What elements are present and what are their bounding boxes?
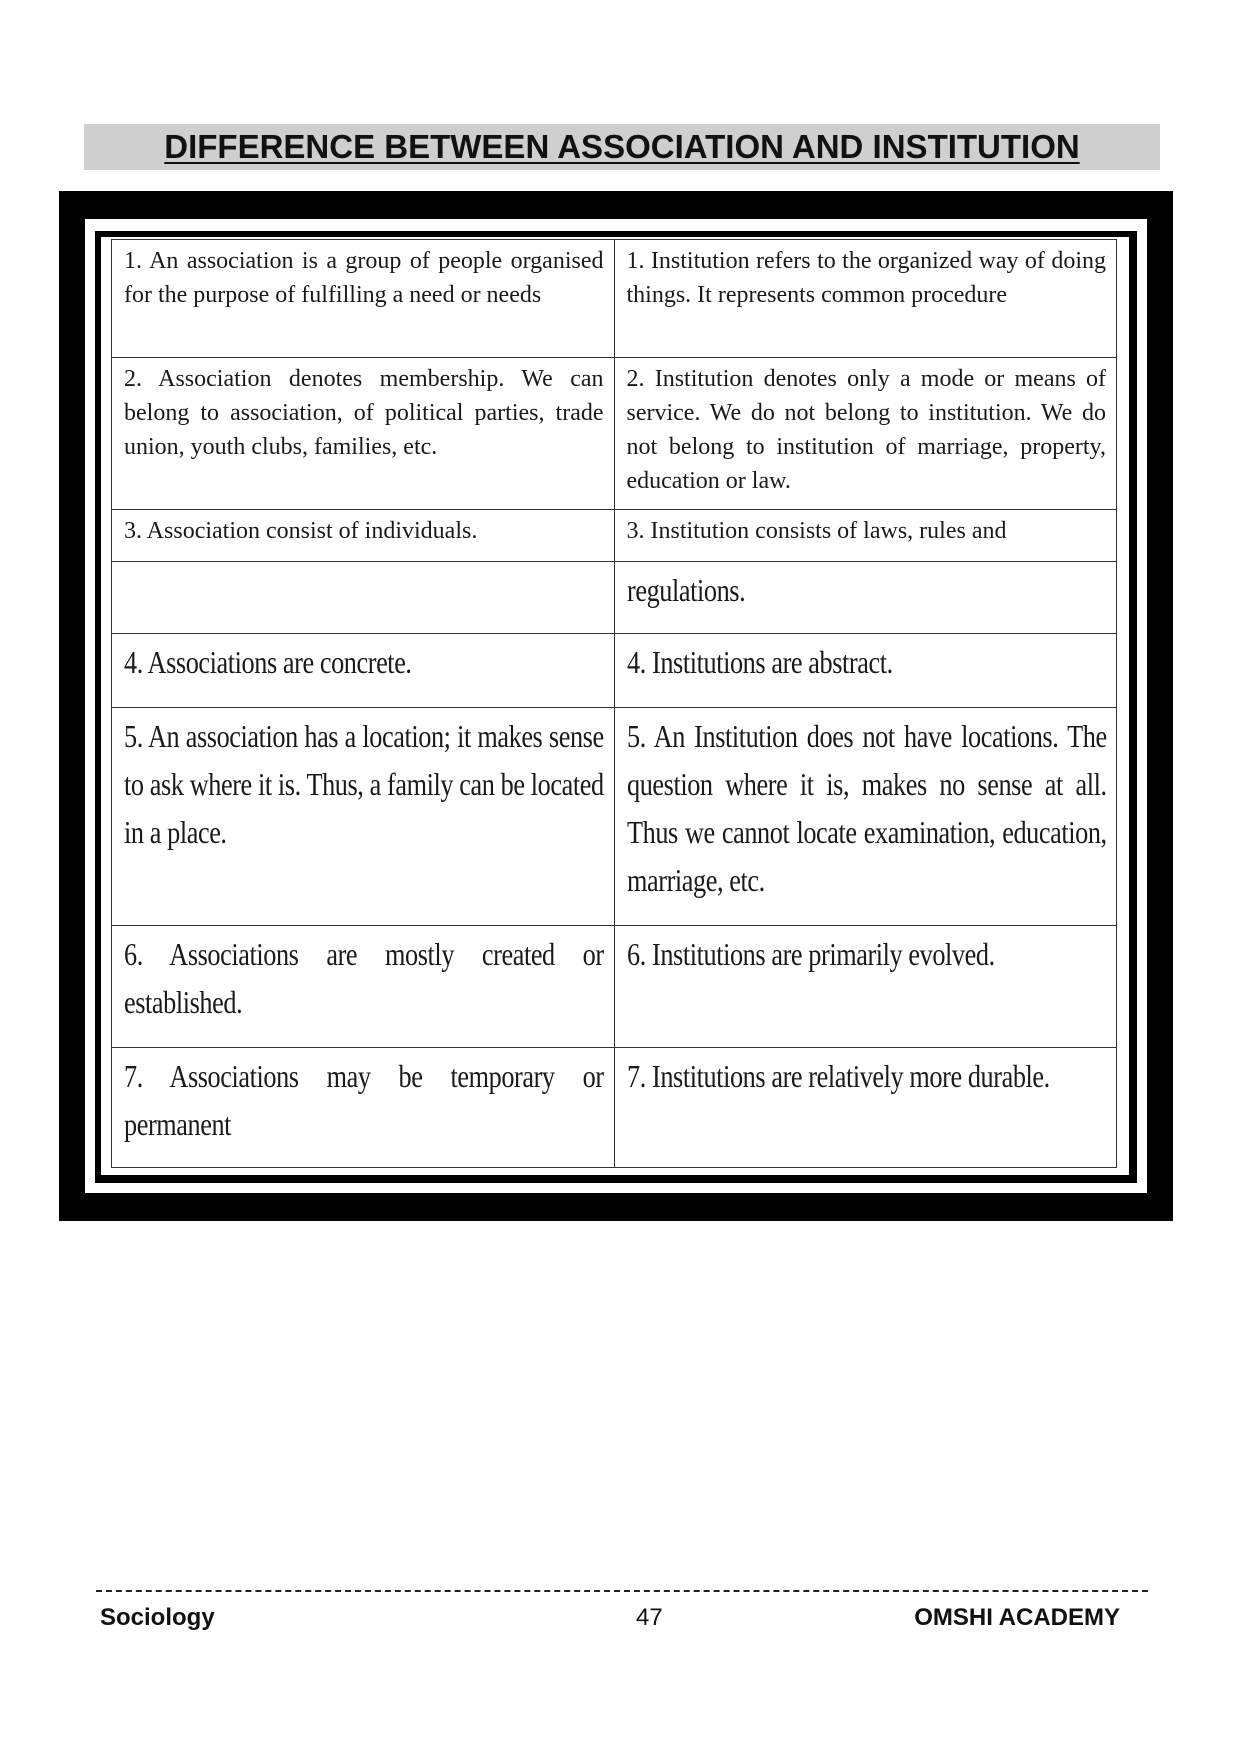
table-frame (59, 191, 1173, 1221)
institution-text: 6. Institutions are primarily evolved. (626, 936, 995, 972)
institution-cell (614, 562, 1117, 634)
table-row (112, 240, 1117, 358)
table-container (101, 237, 1129, 1175)
association-cell: 1. An association is a group of people organised for the purpose of fulfilling a need or needs (112, 240, 615, 358)
association-cell (112, 634, 615, 708)
association-text: 5. An association has a location; it makes sense to ask where it is. Thus, a family can be located in a place. (124, 718, 604, 850)
institution-cell: 1. Institution refers to the organized way of doing things. It represents common procedure (614, 240, 1117, 358)
association-cell (112, 708, 615, 926)
table-row (112, 562, 1117, 634)
association-text: 6. Associations are mostly created or established. (124, 936, 604, 1020)
association-cell: 3. Association consist of individuals. (112, 510, 615, 562)
institution-cell (614, 926, 1117, 1048)
table-row (112, 708, 1117, 926)
association-cell (112, 1048, 615, 1168)
institution-text: 5. An Institution does not have locations. The question where it is, makes no sense at all. Thus we cannot locate examination, education, marriage, etc. (626, 718, 1107, 898)
table-row (112, 510, 1117, 562)
table-row (112, 1048, 1117, 1168)
institution-cell: 2. Institution denotes only a mode or means of service. We do not belong to institution. We do not belong to institution of marriage, property, education or law. (614, 358, 1117, 510)
frame-inner-border (95, 231, 1137, 1183)
institution-text: 4. Institutions are abstract. (626, 644, 893, 680)
institution-cell (614, 1048, 1117, 1168)
table-row (112, 634, 1117, 708)
association-cell: 2. Association denotes membership. We can belong to association, of political parties, trade union, youth clubs, families, etc. (112, 358, 615, 510)
association-cell (112, 562, 615, 634)
table-row (112, 358, 1117, 510)
title-banner (84, 124, 1160, 170)
institution-cell: 3. Institution consists of laws, rules and (614, 510, 1117, 562)
association-text: 4. Associations are concrete. (124, 644, 412, 680)
association-cell (112, 926, 615, 1048)
association-text: 7. Associations may be temporary or permanent (124, 1058, 604, 1142)
footer-divider (96, 1590, 1148, 1592)
page-title: DIFFERENCE BETWEEN ASSOCIATION AND INSTITUTION (164, 128, 1080, 165)
page-number: 47 (636, 1604, 663, 1631)
table-row (112, 926, 1117, 1048)
institution-text: 7. Institutions are relatively more durable. (626, 1058, 1050, 1094)
institution-cell (614, 634, 1117, 708)
footer-publisher: OMSHI ACADEMY (914, 1604, 1120, 1631)
footer-subject: Sociology (100, 1604, 215, 1631)
comparison-table (111, 239, 1117, 1168)
institution-cell (614, 708, 1117, 926)
institution-text: regulations. (626, 572, 745, 608)
